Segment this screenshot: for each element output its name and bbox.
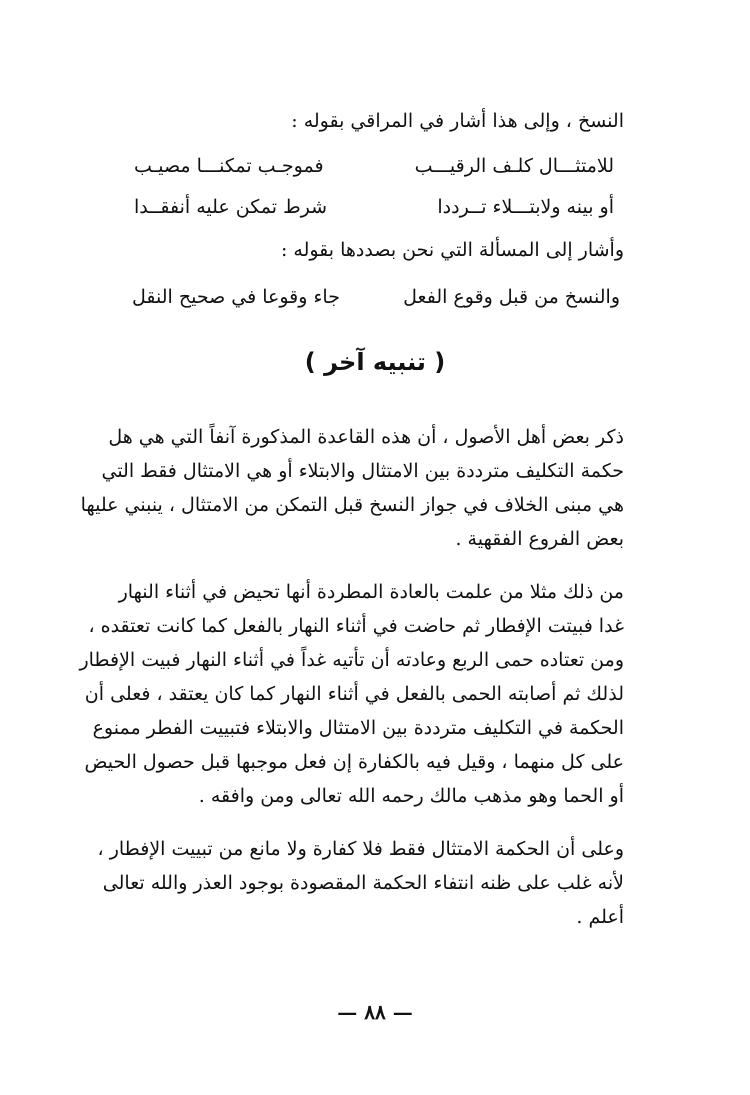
verse-3 [132,282,620,312]
paragraph-2-line: لذلك ثم أصابته الحمى بالفعل في أثناء النهار كما كان يعتقد ، فعلى أن [84,683,624,705]
paragraph-1-line: ذكر بعض أهل الأصول ، أن هذه القاعدة المذكورة آنفاً التي هي هل [108,426,624,448]
paragraph-1-line: هي مبنى الخلاف في جواز النسخ قبل التمكن من الامتثال ، ينبني عليها [80,494,624,516]
intro-line-2: وأشار إلى المسألة التي نحن بصددها بقوله : [280,239,624,261]
paragraph-1-line: حكمة التكليف مترددة بين الامتثال والابتلاء أو هي الامتثال فقط التي [101,460,624,482]
verse-3-first-hemistich: والنسخ من قبل وقوع الفعل [403,286,620,308]
paragraph-1 [80,420,624,556]
paragraph-2-line: ومن تعتاده حمى الربع وعادته أن تأتيه غداً في أثناء النهار فبيت الإفطار [79,649,624,671]
paragraph-2-line: من ذلك مثلا من علمت بالعادة المطردة أنها تحيض في أثناء النهار [118,581,624,603]
paragraph-3-line: لأنه غلب على ظنه انتفاء الحكمة المقصودة بوجود العذر والله تعالى [102,872,624,894]
verse-3-second-hemistich: جاء وقوعا في صحيح النقل [132,286,340,308]
paragraph-2-line: غدا فبيتت الإفطار ثم حاضت في أثناء النهار بالفعل كما كانت تعتقده ، [88,615,624,637]
verse-2-first-hemistich: أو بينه ولابتـــلاء تــرددا [437,196,614,218]
paragraph-3-line: أعلم . [576,906,624,928]
paragraph-2 [79,575,624,813]
verse-1-first-hemistich: للامتثـــال كلـف الرقيـــب [414,155,614,177]
page-number: — ٨٨ — [337,1000,413,1024]
verse-1-second-hemistich: فموجـب تمكنـــا مصيـب [134,155,324,177]
section-heading: ( تنبيه آخر ) [304,348,446,376]
paragraph-2-line: الحكمة في التكليف مترددة بين الامتثال والابتلاء فتبييت الفطر ممنوع [92,717,624,739]
paragraph-3 [97,832,624,934]
paragraph-2-line: على كل منهما ، وقيل فيه بالكفارة إن فعل موجبها قبل حصول الحيض [84,751,624,773]
verse-2-second-hemistich: شرط تمكن عليه أنفقــدا [134,196,328,218]
verse-1 [134,151,614,181]
verse-2 [134,192,614,222]
paragraph-1-line: بعض الفروع الفقهية . [455,528,624,550]
intro-line-1: النسخ ، وإلى هذا أشار في المراقي بقوله : [291,110,624,132]
paragraph-2-line: أو الحما وهو مذهب مالك رحمه الله تعالى ومن وافقه . [198,785,624,807]
paragraph-3-line: وعلى أن الحكمة الامتثال فقط فلا كفارة ولا مانع من تبييت الإفطار ، [97,838,624,860]
